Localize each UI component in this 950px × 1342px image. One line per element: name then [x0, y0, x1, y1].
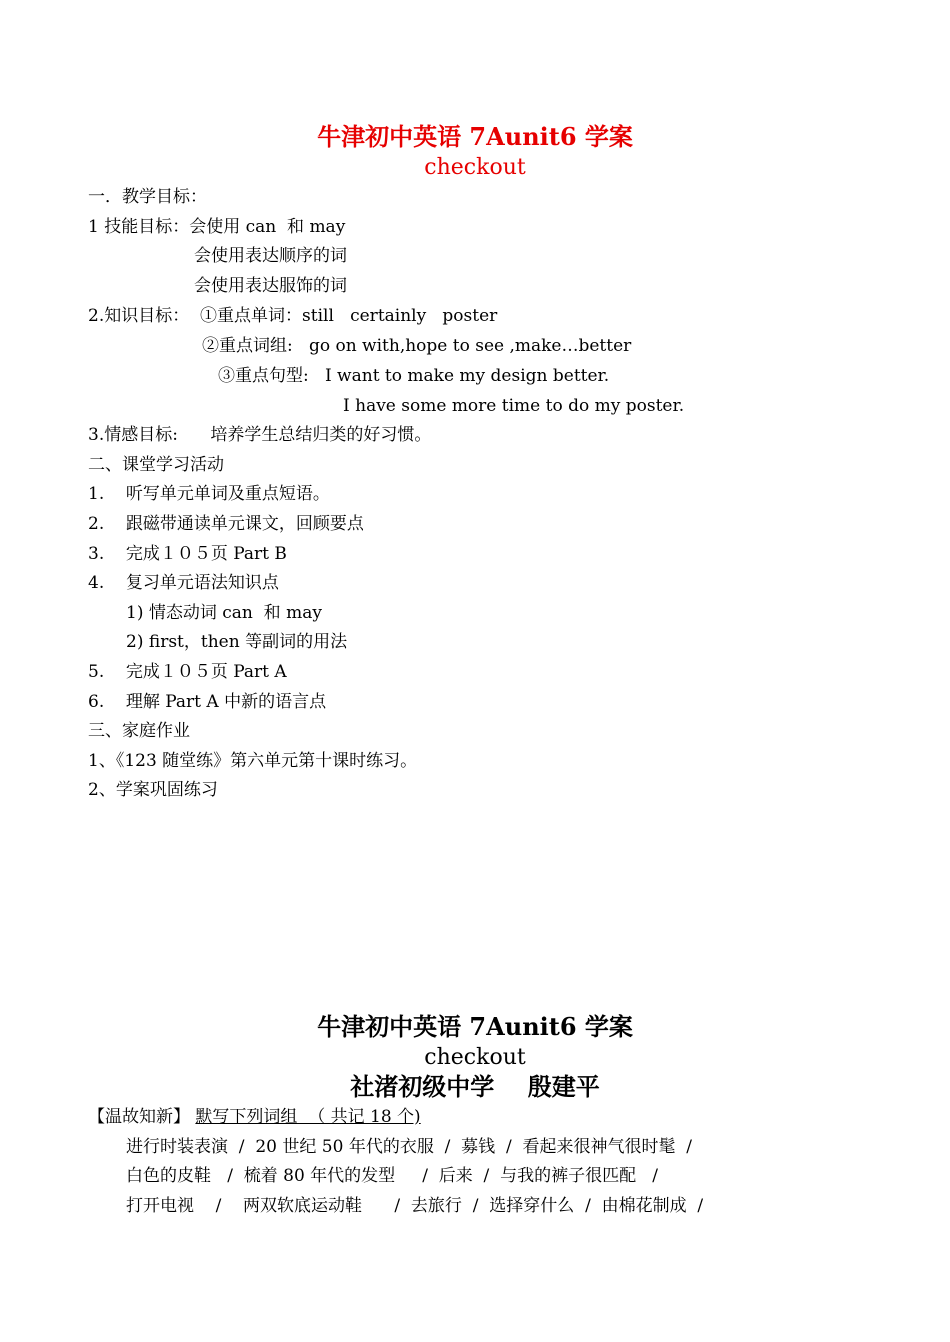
phrase-line: 进行时装表演 / 20 世纪 50 年代的衣服 / 募钱 / 看起来很神气很时髦 / — [126, 1137, 693, 1157]
skill-objective-2: 会使用表达顺序的词 — [194, 246, 347, 266]
phrase-line: 打开电视 / 两双软底运动鞋 / 去旅行 / 选择穿什么 / 由棉花制成 / — [126, 1196, 704, 1216]
phrase-line: 白色的皮鞋 / 梳着 80 年代的发型 / 后来 / 与我的裤子很匹配 / — [126, 1166, 659, 1186]
doc2-title: 牛津初中英语 7Aunit6 学案 — [317, 1012, 633, 1041]
activity-item: 2. 跟磁带通读单元课文，回顾要点 — [88, 514, 364, 534]
objectives-heading: 一．教学目标： — [88, 187, 207, 207]
review-instruction: 默写下列词组 （ 共记 18 个) — [195, 1107, 421, 1127]
knowledge-objective-words: 2.知识目标： ①重点单词：still certainly poster — [88, 306, 498, 326]
homework-item: 2、学案巩固练习 — [88, 780, 218, 800]
activity-subitem: 2) first，then 等副词的用法 — [126, 632, 348, 652]
activity-item: 1. 听写单元单词及重点短语。 — [88, 484, 330, 504]
knowledge-objective-sentences: ③重点句型: I want to make my design better. — [218, 366, 610, 386]
activity-subitem: 1) 情态动词 can 和 may — [126, 603, 322, 623]
review-line — [88, 1106, 421, 1128]
author-line: 社渚初级中学 殷建平 — [350, 1072, 600, 1101]
doc2-subtitle: checkout — [424, 1045, 526, 1070]
homework-item: 1、《123 随堂练》第六单元第十课时练习。 — [88, 751, 418, 771]
doc1-subtitle: checkout — [424, 155, 526, 180]
activities-heading: 二、课堂学习活动 — [88, 455, 224, 475]
activity-item: 4. 复习单元语法知识点 — [88, 573, 279, 593]
skill-objective: 1 技能目标：会使用 can 和 may — [88, 217, 346, 237]
doc1-title: 牛津初中英语 7Aunit6 学案 — [317, 122, 633, 151]
review-label: 【温故知新】 — [88, 1107, 190, 1127]
knowledge-objective-phrases: ②重点词组: go on with,hope to see ,make…better — [202, 336, 632, 356]
activity-item: 3. 完成１０５页 Part B — [88, 544, 287, 564]
emotion-objective: 3.情感目标: 培养学生总结归类的好习惯。 — [88, 425, 432, 445]
knowledge-objective-sentence-2: I have some more time to do my poster. — [343, 396, 685, 416]
activity-item: 6. 理解 Part A 中新的语言点 — [88, 692, 327, 712]
skill-objective-3: 会使用表达服饰的词 — [194, 276, 347, 296]
activity-item: 5. 完成１０５页 Part A — [88, 662, 287, 682]
homework-heading: 三、家庭作业 — [88, 721, 190, 741]
